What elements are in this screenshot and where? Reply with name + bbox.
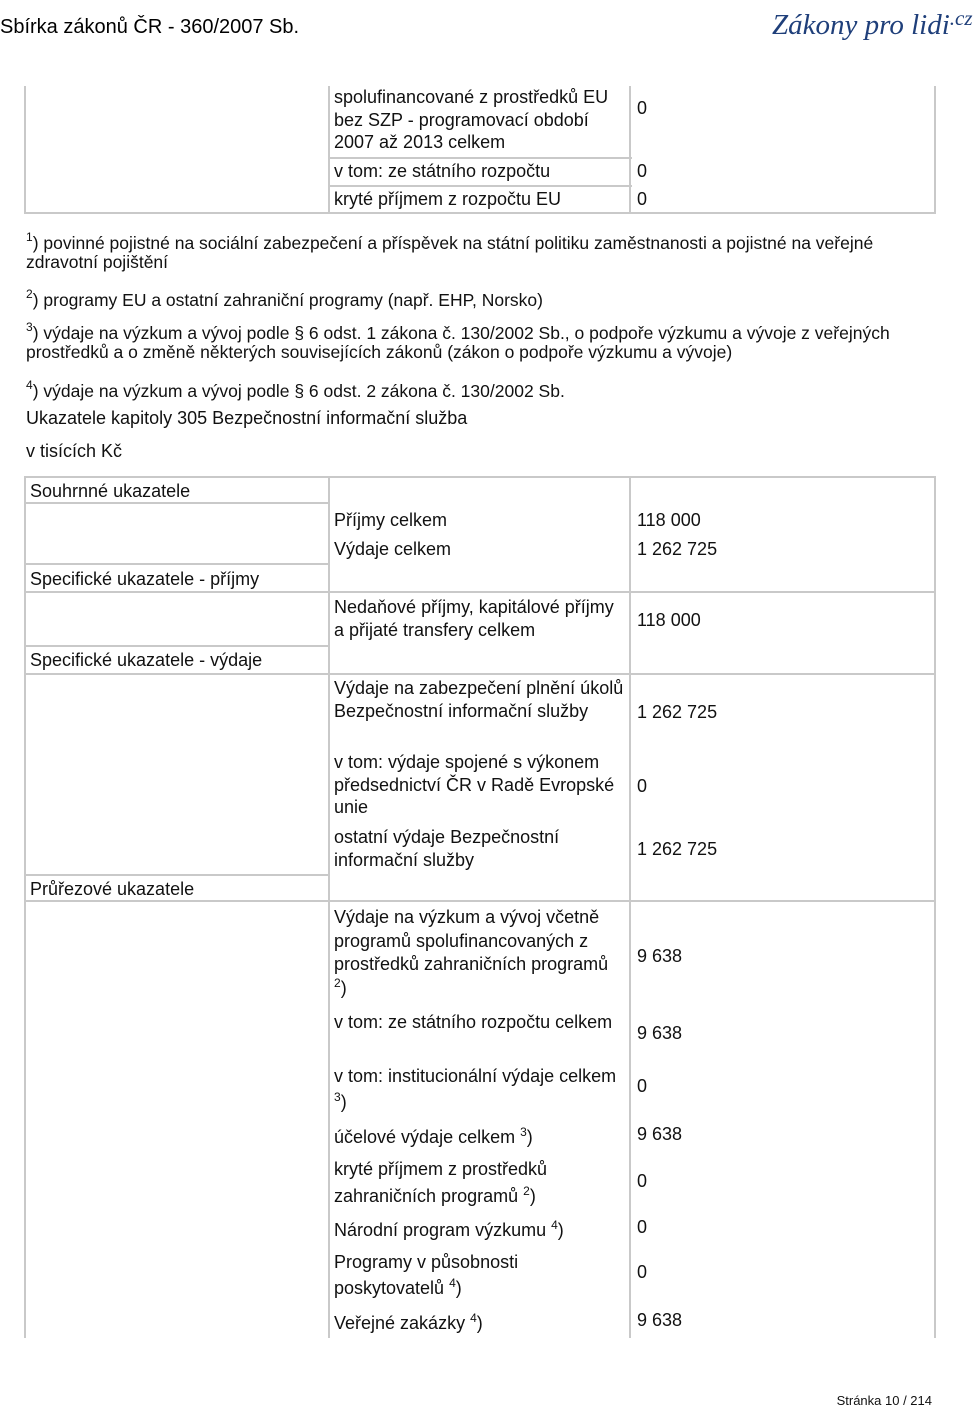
table-row-value: 9 638 [637, 1023, 683, 1043]
table-row-label: spolufinancované z prostředků EU bez SZP - programovací období 2007 až 2013 celkem [334, 87, 609, 152]
table-row-value: 1 262 725 [637, 702, 718, 722]
table-row-value: 0 [637, 1217, 648, 1237]
group-label: Souhrnné ukazatele [30, 481, 191, 501]
table-row-label: kryté příjmem z prostředků zahraničních programů $^2$) [334, 1159, 548, 1206]
table-row-label: Veřejné zakázky $^4$) [334, 1311, 483, 1333]
table-row-value: 0 [637, 1076, 648, 1096]
site-logo[interactable] [772, 6, 973, 42]
table-row-label: Výdaje na výzkum a vývoj včetně programů spolufinancovaných z prostředků zahraničních programů $^2$) [334, 907, 609, 998]
table-row-label: ostatní výdaje Bezpečnostní informační služby [334, 827, 560, 870]
table-row-value: 9 638 [637, 1124, 683, 1144]
page-number: Stránka 10 / 214 [836, 1393, 932, 1408]
table-row-label: Výdaje na zabezpečení plnění úkolů Bezpečnostní informační služby [334, 678, 624, 721]
logo-suffix: .cz [949, 6, 973, 30]
group-label: Specifické ukazatele - výdaje [30, 650, 263, 670]
document-title: Sbírka zákonů ČR - 360/2007 Sb. [0, 16, 300, 38]
table-row-label: účelové výdaje celkem $^3$) [334, 1125, 533, 1147]
unit-label: v tisících Kč [26, 441, 123, 461]
section-title: Ukazatele kapitoly 305 Bezpečnostní informační služba [26, 408, 468, 428]
table-row-value: 9 638 [637, 1310, 683, 1330]
table-row-value: 118 000 [637, 510, 701, 530]
footnote-2: $^2$) programy EU a ostatní zahraniční programy (např. EHP, Norsko) [26, 287, 543, 310]
logo-text: Zákony pro lidi [772, 9, 950, 41]
table-row-value: 0 [637, 98, 648, 118]
footnote-4: $^4$) výdaje na výzkum a vývoj podle § 6 odst. 2 zákona č. 130/2002 Sb. [26, 378, 565, 401]
footnote-1: $^1$) povinné pojistné na sociální zabezpečení a příspěvek na státní politiku zaměstnanosti a pojistné na veřejné zdravotní pojištění [26, 230, 874, 272]
table-row-label: v tom: ze státního rozpočtu celkem [334, 1012, 613, 1032]
table-row-value: 0 [637, 1171, 648, 1191]
table-row-label: kryté příjmem z rozpočtu EU [334, 189, 562, 209]
table-row-label: Národní program výzkumu $^4$) [334, 1218, 564, 1240]
table-row-label: v tom: ze státního rozpočtu [334, 161, 551, 181]
table-row-label: Programy v působnosti poskytovatelů $^4$) [334, 1252, 519, 1298]
group-label: Specifické ukazatele - příjmy [30, 569, 260, 589]
table-row-value: 0 [637, 776, 648, 796]
table-row-value: 1 262 725 [637, 539, 718, 559]
footnote-3: $^3$) výdaje na výzkum a vývoj podle § 6 odst. 1 zákona č. 130/2002 Sb., o podpoře výzkumu a vývoje z veřejných prostředků a o změně některých souvisejících zákonů (zákon o podpoře výzkumu a vývoje) [26, 320, 890, 362]
table-row-value: 0 [637, 189, 648, 209]
table-row-label: v tom: institucionální výdaje celkem $^3$) [334, 1066, 617, 1112]
table-row-value: 0 [637, 1262, 648, 1282]
table-row-value: 0 [637, 161, 648, 181]
table-row-label: Výdaje celkem [334, 539, 452, 559]
table-row-value: 9 638 [637, 946, 683, 966]
table-row-label: v tom: výdaje spojené s výkonem předsednictví ČR v Radě Evropské unie [334, 752, 615, 817]
table-row-value: 118 000 [637, 610, 701, 630]
table-row-label: Nedaňové příjmy, kapitálové příjmy a přijaté transfery celkem [334, 597, 614, 640]
table-row-value: 1 262 725 [637, 839, 718, 859]
table-row-label: Příjmy celkem [334, 510, 448, 530]
group-label: Průřezové ukazatele [30, 879, 195, 899]
